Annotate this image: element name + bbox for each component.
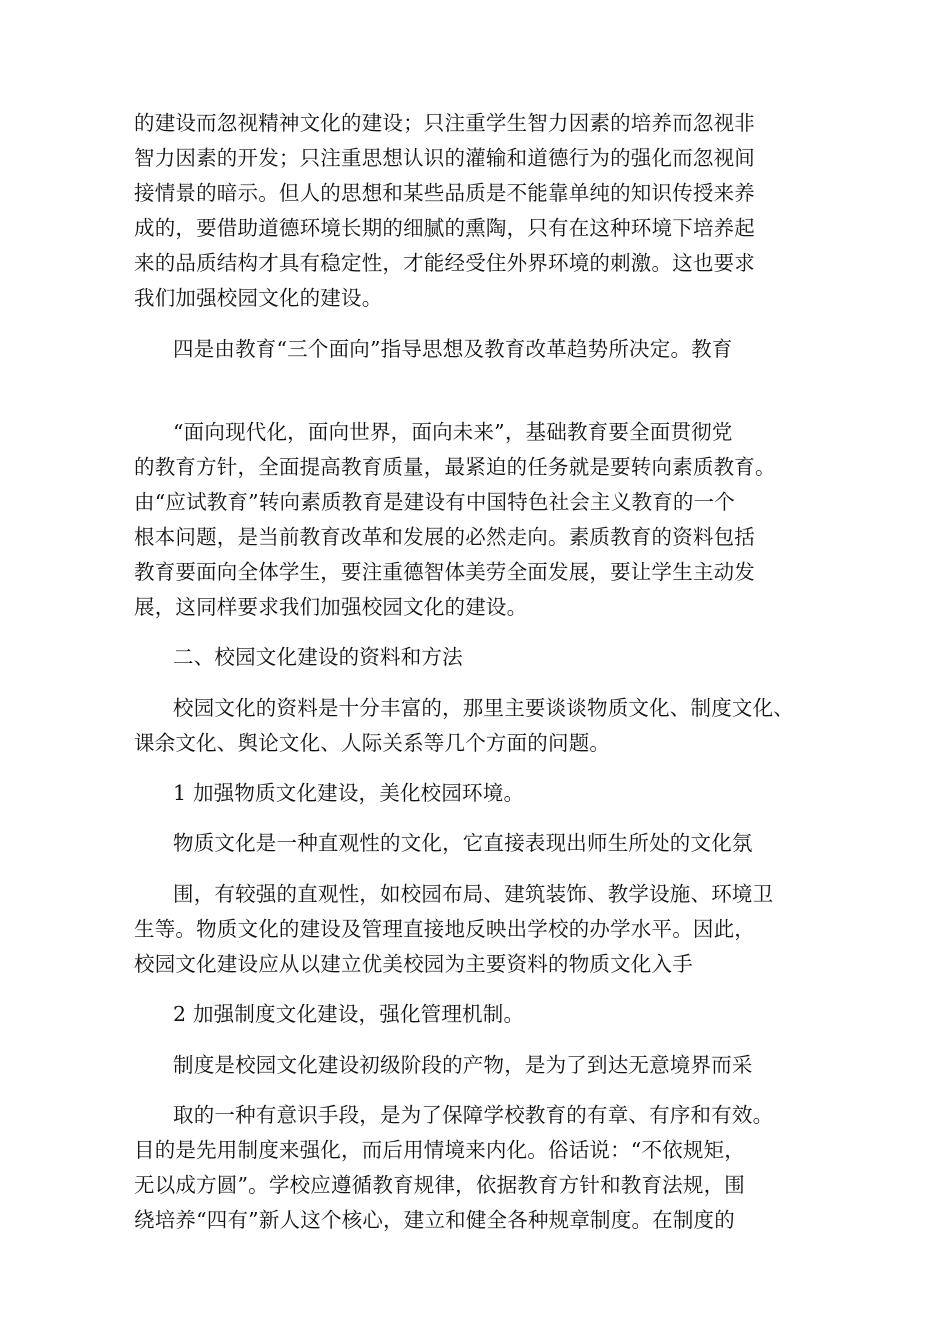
text-line: 我们加强校园文化的建设。 <box>134 286 383 310</box>
text-line: 制度是校园文化建设初级阶段的产物，是为了到达无意境界而采 <box>173 1053 753 1077</box>
text-line: 物质文化是一种直观性的文化，它直接表现出师生所处的文化氛 <box>173 831 753 855</box>
text-line: 校园文化建设应从以建立优美校园为主要资料的物质文化入手 <box>134 952 693 976</box>
text-line: 取的一种有意识手段，是为了保障学校教育的有章、有序和有效。 <box>173 1103 774 1127</box>
text-line: 展，这同样要求我们加强校园文化的建设。 <box>134 595 528 619</box>
text-line: 目的是先用制度来强化，而后用情境来内化。俗话说：“不依规矩， <box>134 1138 745 1162</box>
text-line: 由“应试教育”转向素质教育是建设有中国特色社会主义教育的一个 <box>134 490 735 514</box>
text-line: 围，有较强的直观性，如校园布局、建筑装饰、教学设施、环境卫 <box>173 882 774 906</box>
text-line: “面向现代化，面向世界，面向未来”，基础教育要全面贯彻党 <box>173 420 733 444</box>
subsection-heading: 2 加强制度文化建设，强化管理机制。 <box>173 1002 525 1026</box>
text-line: 接情景的暗示。但人的思想和某些品质是不能靠单纯的知识传授来养 <box>134 181 755 205</box>
text-line: 绕培养“四有”新人这个核心，建立和健全各种规章制度。在制度的 <box>134 1208 735 1232</box>
subsection-heading: 1 加强物质文化建设，美化校园环境。 <box>173 781 525 805</box>
text-line: 无以成方圆”。学校应遵循教育规律，依据教育方针和教育法规，围 <box>134 1173 745 1197</box>
text-line: 的建设而忽视精神文化的建设；只注重学生智力因素的培养而忽视非 <box>134 111 755 135</box>
text-line: 的教育方针，全面提高教育质量，最紧迫的任务就是要转向素质教育。 <box>134 455 776 479</box>
text-line: 来的品质结构才具有稳定性，才能经受住外界环境的刺激。这也要求 <box>134 251 755 275</box>
text-line: 根本问题，是当前教育改革和发展的必然走向。素质教育的资料包括 <box>134 525 755 549</box>
text-line: 课余文化、舆论文化、人际关系等几个方面的问题。 <box>134 731 611 755</box>
text-line: 四是由教育“三个面向”指导思想及教育改革趋势所决定。教育 <box>173 337 733 361</box>
text-line: 生等。物质文化的建设及管理直接地反映出学校的办学水平。因此， <box>134 917 755 941</box>
section-heading: 二、校园文化建设的资料和方法 <box>173 645 463 669</box>
text-line: 校园文化的资料是十分丰富的，那里主要谈谈物质文化、制度文化、 <box>173 696 794 720</box>
text-line: 教育要面向全体学生，要注重德智体美劳全面发展，要让学生主动发 <box>134 560 755 584</box>
text-line: 智力因素的开发；只注重思想认识的灌输和道德行为的强化而忽视间 <box>134 146 755 170</box>
text-line: 成的，要借助道德环境长期的细腻的熏陶，只有在这种环境下培养起 <box>134 216 755 240</box>
